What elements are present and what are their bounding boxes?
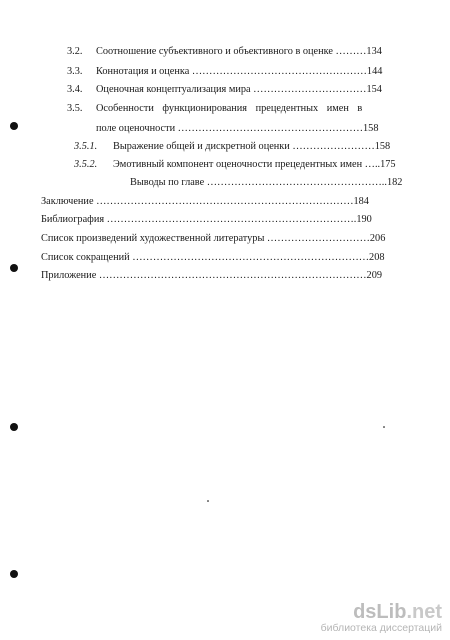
toc-number: 3.2.	[67, 46, 83, 57]
toc-number: 3.5.1.	[74, 141, 98, 152]
toc-entry-3-4[interactable]: Оценочная концептуализация мира ……………………………154	[96, 84, 382, 95]
toc-entry-chapter-conclusions[interactable]: Выводы по главе ……………………………………………..182	[130, 177, 402, 188]
watermark-logo: dsLib.net	[353, 601, 442, 623]
binder-hole-icon	[10, 423, 18, 431]
toc-entry-3-5-2[interactable]: Эмотивный компонент оценочности прецедентных имен …..175	[113, 159, 396, 170]
toc-entry-appendix[interactable]: Приложение ……………………………………………………………………209	[41, 270, 383, 281]
toc-number: 3.5.	[67, 103, 83, 114]
binder-hole-icon	[10, 570, 18, 578]
scan-speck	[383, 426, 385, 428]
scan-speck	[207, 500, 209, 502]
toc-entry-abbreviations[interactable]: Список сокращений ……………………………………………………………208	[41, 252, 385, 263]
toc-entry-3-5-1[interactable]: Выражение общей и дискретной оценки ……………………158	[113, 141, 391, 152]
binder-hole-icon	[10, 264, 18, 272]
toc-entry-3-2[interactable]: Соотношение субъективного и объективного в оценке ………134	[96, 46, 382, 57]
toc-entry-3-3[interactable]: Коннотация и оценка ……………………………………………144	[96, 66, 383, 77]
toc-number: 3.3.	[67, 66, 83, 77]
toc-entry-literature-list[interactable]: Список произведений художественной литературы …………………………206	[41, 233, 386, 244]
toc-entry-bibliography[interactable]: Библиография ……………………………………………………………….190	[41, 214, 372, 225]
toc-entry-3-5[interactable]: Особенности функционирования прецедентных имен в	[96, 103, 363, 114]
binder-hole-icon	[10, 122, 18, 130]
toc-number: 3.4.	[67, 84, 83, 95]
watermark-subtitle: библиотека диссертаций	[320, 622, 442, 634]
toc-entry-conclusion[interactable]: Заключение …………………………………………………………………184	[41, 196, 369, 207]
watermark	[321, 602, 442, 634]
toc-entry-3-5-cont[interactable]: поле оценочности ………………………………………………158	[96, 123, 379, 134]
toc-number: 3.5.2.	[74, 159, 98, 170]
